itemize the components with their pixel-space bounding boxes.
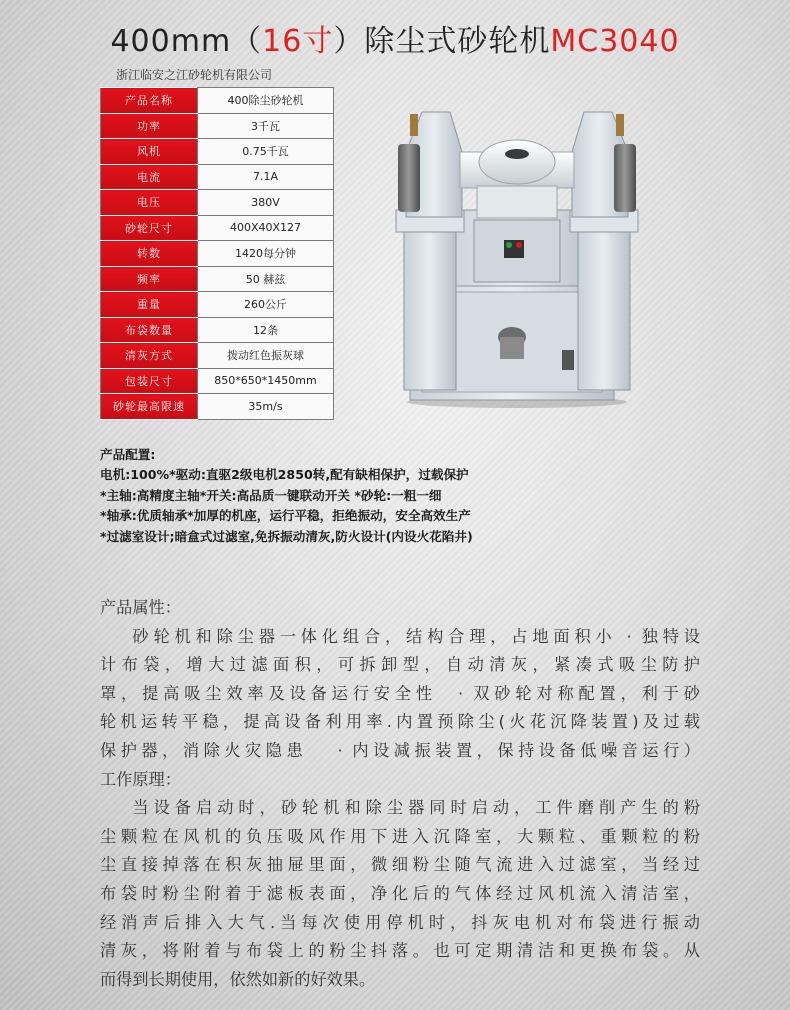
spec-value: 850*650*1450mm [198,368,334,394]
company-name: 浙江临安之江砂轮机有限公司 [116,68,273,82]
spec-label: 转数 [101,241,198,267]
spec-row [101,394,334,420]
principle-heading: 工作原理： [100,769,181,789]
config-line: *过滤室设计;暗盒式过滤室,免拆振动清灰,防火设计(内设火花陷井) [100,528,473,544]
spec-row [101,292,334,318]
title-highlight: 16寸 [262,24,334,59]
attributes-line: 保护器，消除火灾隐患 · 内设减振装置，保持设备低噪音运行） [100,740,700,760]
spec-value: 7.1A [198,164,334,190]
spec-value: 400X40X127 [198,215,334,241]
spec-value: 拨动红色振灰球 [198,343,334,369]
spec-value: 35m/s [198,394,334,420]
config-section [100,445,473,547]
spec-label: 电压 [101,190,198,216]
spec-label: 功率 [101,113,198,139]
spec-value: 260公斤 [198,292,334,318]
attributes-heading: 产品属性： [100,598,181,617]
attributes-line: 砂轮机和除尘器一体化组合，结构合理，占地面积小 · 独特设 [132,626,700,646]
config-line: *轴承:优质轴承*加厚的机座，运行平稳，拒绝振动，安全高效生产 [100,508,471,524]
principle-line: 当设备启动时，砂轮机和除尘器同时启动，工件磨削产生的粉 [132,798,700,818]
spec-label: 清灰方式 [101,343,198,369]
spec-row [101,368,334,394]
spec-value: 0.75千瓦 [198,139,334,165]
spec-row [101,215,334,241]
principle-line: 清灰，将附着与布袋上的粉尘抖落。也可定期清洁和更换布袋。从 [100,941,700,961]
attributes-line: 罩，提高吸尘效率及设备运行安全性 · 双砂轮对称配置，利于砂 [100,683,700,703]
spec-value: 380V [198,190,334,216]
spec-row [101,164,334,190]
spec-label: 电流 [101,164,198,190]
spec-row [101,317,334,343]
spec-row [101,343,334,369]
spec-row [101,190,334,216]
spec-label: 重量 [101,292,198,318]
model-number: MC3040 [550,24,680,59]
description-section [100,594,700,994]
spec-row [101,241,334,267]
spec-label: 频率 [101,266,198,292]
spec-row [101,113,334,139]
spec-label: 风机 [101,139,198,165]
config-heading: 产品配置: [100,447,156,462]
config-line: 电机:100%*驱动:直驱2级电机2850转,配有缺相保护，过载保护 [100,467,469,483]
spec-row [101,139,334,165]
principle-line: 尘直接掉落在积灰抽屉里面，微细粉尘随气流进入过滤室，当经过 [100,855,700,875]
product-photo [382,92,652,410]
spec-label: 包装尺寸 [101,368,198,394]
config-line: *主轴:高精度主轴*开关:高品质一键联动开关 *砂轮:一粗一细 [100,487,442,503]
principle-line: 而得到长期使用，依然如新的好效果。 [100,969,376,989]
spec-label: 产品名称 [101,88,198,114]
spec-label: 布袋数量 [101,317,198,343]
spec-row [101,88,334,114]
spec-value: 400除尘砂轮机 [198,88,334,114]
page-title: 400mm（16寸）除尘式砂轮机MC3040 [110,24,680,59]
spec-value: 1420每分钟 [198,241,334,267]
attributes-line: 轮机运转平稳，提高设备利用率.内置预除尘(火花沉降装置)及过载 [100,712,700,732]
spec-value: 3千瓦 [198,113,334,139]
principle-line: 经消声后排入大气.当每次使用停机时，抖灰电机对布袋进行振动 [100,912,700,932]
spec-row [101,266,334,292]
spec-value: 12条 [198,317,334,343]
principle-line: 布袋时粉尘附着于滤板表面，净化后的气体经过风机流入清洁室， [100,883,700,903]
spec-value: 50 赫兹 [198,266,334,292]
spec-label: 砂轮最高限速 [101,394,198,420]
spec-label: 砂轮尺寸 [101,215,198,241]
attributes-line: 计布袋，增大过滤面积，可拆卸型，自动清灰，紧凑式吸尘防护 [100,655,700,675]
principle-line: 尘颗粒在风机的负压吸风作用下进入沉降室，大颗粒、重颗粒的粉 [100,826,700,846]
spec-table [100,87,334,420]
